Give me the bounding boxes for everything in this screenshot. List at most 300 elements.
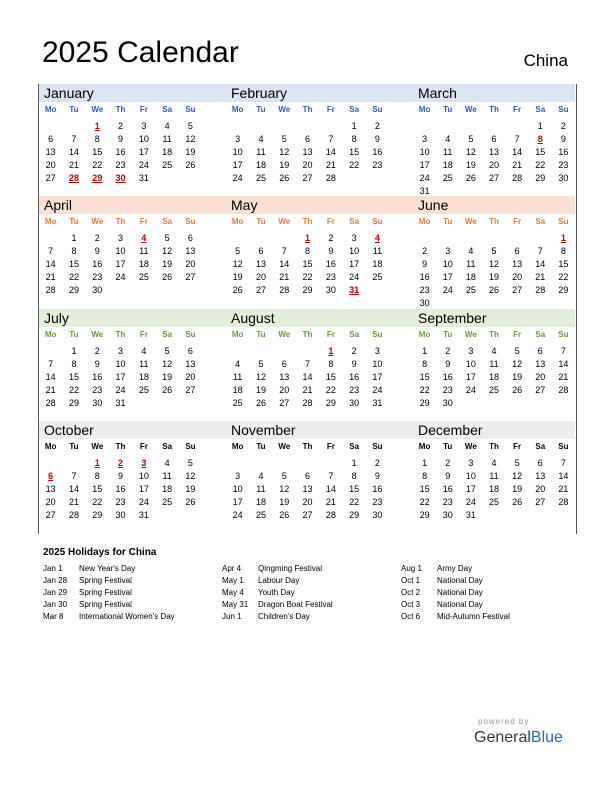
week-row xyxy=(39,284,218,297)
day-cell: 21 xyxy=(68,160,79,170)
day-cell: 11 xyxy=(232,372,243,382)
day-cell: 8 xyxy=(328,359,334,369)
day-cell: 26 xyxy=(488,285,499,295)
day-cell: 13 xyxy=(185,359,196,369)
day-cell: 4 xyxy=(491,458,497,468)
day-cell xyxy=(413,120,436,133)
day-cell xyxy=(482,509,505,522)
day-cell: 20 xyxy=(512,272,523,282)
holiday-name: New Year's Day xyxy=(79,564,136,573)
weekday-label: Su xyxy=(558,330,569,339)
day-cell: 3 xyxy=(235,134,241,144)
week-row xyxy=(226,133,405,146)
day-cell: 14 xyxy=(558,471,569,481)
weekday-label: Mo xyxy=(418,105,431,114)
holiday-date: Oct 6 xyxy=(401,612,421,621)
day-cell: 29 xyxy=(68,398,79,408)
weekday-label: Mo xyxy=(418,330,431,339)
day-cell: 28 xyxy=(535,285,546,295)
day-cell: 9 xyxy=(445,359,451,369)
weekday-header xyxy=(413,105,575,119)
day-cell: 12 xyxy=(488,259,499,269)
day-cell: 19 xyxy=(465,160,476,170)
day-cell: 18 xyxy=(255,497,266,507)
weekday-label: Fr xyxy=(513,330,522,339)
day-cell: 10 xyxy=(372,359,383,369)
day-cell: 31 xyxy=(138,510,149,520)
week-row xyxy=(39,245,218,258)
day-cell: 28 xyxy=(558,497,569,507)
day-cell: 9 xyxy=(118,471,124,481)
holiday-date: May 31 xyxy=(222,600,249,609)
month-october xyxy=(39,421,218,533)
month-name: March xyxy=(413,84,575,102)
holiday-row xyxy=(401,587,510,599)
day-cell: 6 xyxy=(258,246,264,256)
day-cell: 18 xyxy=(138,259,149,269)
weekday-header xyxy=(226,105,405,119)
day-cell: 11 xyxy=(466,259,476,269)
month-name: July xyxy=(39,309,226,327)
month-march xyxy=(413,84,575,196)
holiday-name: Youth Day xyxy=(258,588,295,597)
day-cell xyxy=(179,284,202,297)
day-cell: 29 xyxy=(325,398,336,408)
day-cell: 26 xyxy=(512,497,523,507)
powered-by-text: powered by xyxy=(478,717,530,726)
weekday-label: Tu xyxy=(69,330,79,339)
day-cell: 2 xyxy=(94,346,100,356)
holiday-day-cell: 28 xyxy=(68,173,79,183)
day-cell: 25 xyxy=(138,272,149,282)
weekday-label: Su xyxy=(372,217,383,226)
day-cell: 26 xyxy=(512,385,523,395)
day-cell: 13 xyxy=(512,259,523,269)
day-cell xyxy=(506,120,529,133)
holiday-row xyxy=(43,599,175,611)
holiday-date: Oct 3 xyxy=(401,600,421,609)
day-cell: 3 xyxy=(141,121,147,131)
holiday-row xyxy=(401,611,510,623)
day-cell: 14 xyxy=(68,484,79,494)
day-cell: 19 xyxy=(279,497,290,507)
month-name: April xyxy=(39,196,226,214)
month-name: January xyxy=(39,84,226,102)
day-cell: 24 xyxy=(232,173,243,183)
day-cell: 25 xyxy=(488,497,499,507)
day-cell: 12 xyxy=(185,471,196,481)
day-cell: 9 xyxy=(94,246,100,256)
day-cell: 5 xyxy=(258,359,264,369)
day-cell: 26 xyxy=(162,272,173,282)
holiday-date: Jan 28 xyxy=(43,576,68,585)
day-cell: 7 xyxy=(48,359,54,369)
country-label: China xyxy=(523,51,568,70)
brand-logo[interactable] xyxy=(474,729,563,747)
day-cell xyxy=(529,232,552,245)
day-cell: 12 xyxy=(162,246,173,256)
day-cell: 29 xyxy=(92,510,103,520)
day-cell: 17 xyxy=(232,160,243,170)
week-row xyxy=(39,509,218,522)
weekday-header xyxy=(413,442,575,456)
weekday-label: Su xyxy=(558,105,569,114)
day-cell xyxy=(366,172,389,185)
day-cell: 2 xyxy=(445,458,451,468)
week-row xyxy=(226,470,405,483)
holiday-name: National Day xyxy=(437,600,483,609)
weekday-label: Su xyxy=(185,330,196,339)
week-row xyxy=(413,245,575,258)
day-cell: 6 xyxy=(537,458,543,468)
day-cell: 1 xyxy=(351,458,357,468)
day-cell: 20 xyxy=(535,372,546,382)
month-name: August xyxy=(226,309,413,327)
holiday-name: Mid-Autumn Festival xyxy=(437,612,510,621)
weekday-label: Sa xyxy=(535,330,546,339)
day-cell: 19 xyxy=(185,484,196,494)
day-cell: 24 xyxy=(419,173,430,183)
day-cell: 5 xyxy=(164,346,170,356)
day-cell xyxy=(249,120,272,133)
week-row xyxy=(226,509,405,522)
day-cell: 21 xyxy=(512,160,523,170)
month-february xyxy=(226,84,405,196)
holiday-name: Spring Festival xyxy=(79,600,132,609)
day-cell: 12 xyxy=(162,359,173,369)
day-cell: 21 xyxy=(558,484,569,494)
day-cell: 24 xyxy=(115,272,126,282)
week-row xyxy=(226,384,405,397)
month-name: February xyxy=(226,84,413,102)
day-cell xyxy=(62,457,85,470)
weekday-label: Mo xyxy=(231,217,244,226)
day-cell: 25 xyxy=(255,173,266,183)
day-cell: 10 xyxy=(349,246,360,256)
day-cell: 13 xyxy=(302,484,313,494)
week-row xyxy=(39,358,218,371)
weekday-label: Mo xyxy=(418,442,431,451)
weekday-header xyxy=(39,442,218,456)
day-cell: 18 xyxy=(442,160,453,170)
day-cell xyxy=(273,345,296,358)
day-cell: 7 xyxy=(48,246,54,256)
day-cell: 21 xyxy=(68,497,79,507)
day-cell xyxy=(552,397,575,410)
holiday-name: Qingming Festival xyxy=(258,564,323,573)
day-cell: 24 xyxy=(465,497,476,507)
day-cell: 7 xyxy=(71,471,77,481)
weekday-label: We xyxy=(464,105,477,114)
day-cell xyxy=(459,232,482,245)
day-cell: 9 xyxy=(560,134,566,144)
day-cell: 12 xyxy=(232,259,243,269)
month-name: September xyxy=(413,309,575,327)
day-cell: 20 xyxy=(279,385,290,395)
week-row xyxy=(226,159,405,172)
day-cell: 2 xyxy=(422,246,428,256)
day-cell: 20 xyxy=(535,484,546,494)
weekday-label: Th xyxy=(489,217,499,226)
day-cell xyxy=(506,509,529,522)
day-cell xyxy=(155,509,178,522)
day-cell: 11 xyxy=(489,359,499,369)
day-cell: 16 xyxy=(115,484,126,494)
day-cell: 8 xyxy=(94,471,100,481)
day-cell xyxy=(319,120,342,133)
day-cell: 21 xyxy=(325,497,336,507)
day-cell: 13 xyxy=(535,471,546,481)
day-cell: 17 xyxy=(465,372,476,382)
day-cell: 4 xyxy=(445,134,451,144)
day-cell: 22 xyxy=(92,160,103,170)
week-row xyxy=(413,172,575,185)
day-cell: 19 xyxy=(162,372,173,382)
day-cell: 25 xyxy=(372,272,383,282)
weekday-label: Th xyxy=(302,330,313,339)
week-row xyxy=(39,232,218,245)
holiday-name: International Women's Day xyxy=(79,612,175,621)
day-cell: 17 xyxy=(465,484,476,494)
day-cell: 17 xyxy=(138,147,149,157)
day-cell: 13 xyxy=(302,147,313,157)
day-cell: 27 xyxy=(185,272,196,282)
day-cell: 30 xyxy=(325,285,336,295)
day-cell: 12 xyxy=(512,359,523,369)
weekday-label: Mo xyxy=(418,217,431,226)
day-cell: 15 xyxy=(349,147,360,157)
day-cell: 11 xyxy=(256,484,266,494)
day-cell: 1 xyxy=(71,346,77,356)
day-cell: 29 xyxy=(419,398,430,408)
weekday-label: Sa xyxy=(349,105,360,114)
day-cell: 15 xyxy=(535,147,546,157)
week-row xyxy=(226,172,405,185)
day-cell xyxy=(226,120,249,133)
day-cell: 26 xyxy=(279,173,290,183)
day-cell: 4 xyxy=(164,121,170,131)
day-cell: 15 xyxy=(325,372,336,382)
day-cell: 5 xyxy=(187,121,193,131)
day-cell: 27 xyxy=(488,173,499,183)
day-cell xyxy=(296,120,319,133)
weekday-label: Sa xyxy=(535,105,546,114)
day-cell: 7 xyxy=(560,458,566,468)
day-cell: 10 xyxy=(465,359,476,369)
day-cell: 30 xyxy=(92,285,103,295)
day-cell: 15 xyxy=(419,484,430,494)
day-cell: 20 xyxy=(185,259,196,269)
weekday-label: Mo xyxy=(44,217,57,226)
weekday-label: Fr xyxy=(326,217,335,226)
weekday-label: Th xyxy=(489,105,499,114)
day-cell: 31 xyxy=(115,398,126,408)
day-cell: 10 xyxy=(138,134,149,144)
holiday-row xyxy=(222,599,333,611)
weekday-label: Su xyxy=(185,442,196,451)
holiday-date: Mar 8 xyxy=(43,612,64,621)
day-cell: 15 xyxy=(68,259,79,269)
day-cell: 18 xyxy=(138,372,149,382)
weekday-label: Th xyxy=(115,442,126,451)
day-cell: 18 xyxy=(465,272,476,282)
week-row xyxy=(39,271,218,284)
week-row xyxy=(39,120,218,133)
day-cell: 23 xyxy=(349,385,360,395)
day-cell: 8 xyxy=(560,246,566,256)
weekday-label: Su xyxy=(185,105,196,114)
day-cell: 8 xyxy=(305,246,311,256)
weekday-label: Fr xyxy=(513,217,522,226)
day-cell: 3 xyxy=(118,346,124,356)
weekday-label: Th xyxy=(302,442,313,451)
day-cell: 11 xyxy=(443,147,453,157)
day-cell: 30 xyxy=(349,398,360,408)
day-cell: 27 xyxy=(535,385,546,395)
day-cell xyxy=(109,284,132,297)
week-row xyxy=(226,245,405,258)
weekday-label: We xyxy=(91,105,104,114)
weekday-label: Su xyxy=(558,442,569,451)
holiday-date: Jan 1 xyxy=(43,564,63,573)
week-row xyxy=(39,146,218,159)
day-cell xyxy=(39,345,62,358)
weekday-header xyxy=(39,105,218,119)
day-cell: 12 xyxy=(185,134,196,144)
day-cell: 2 xyxy=(351,346,357,356)
month-name: December xyxy=(413,421,575,439)
holiday-day-cell: 1 xyxy=(305,233,311,243)
day-cell xyxy=(482,397,505,410)
weekday-label: Th xyxy=(115,105,126,114)
holiday-date: Jan 30 xyxy=(43,600,68,609)
holiday-day-cell: 1 xyxy=(560,233,566,243)
day-cell: 12 xyxy=(279,484,290,494)
day-cell: 23 xyxy=(115,160,126,170)
day-cell: 4 xyxy=(164,458,170,468)
holiday-date: Aug 1 xyxy=(401,564,422,573)
day-cell: 28 xyxy=(45,398,56,408)
weekday-label: We xyxy=(278,442,291,451)
day-cell: 5 xyxy=(235,246,241,256)
day-cell: 20 xyxy=(302,160,313,170)
week-row xyxy=(413,470,575,483)
day-cell: 8 xyxy=(351,134,357,144)
week-row xyxy=(413,284,575,297)
day-cell: 31 xyxy=(419,186,430,196)
day-cell: 8 xyxy=(94,134,100,144)
weekday-label: Fr xyxy=(139,105,148,114)
day-cell: 1 xyxy=(422,458,428,468)
week-row xyxy=(413,120,575,133)
day-cell: 29 xyxy=(349,510,360,520)
weekday-label: We xyxy=(91,330,104,339)
day-cell: 11 xyxy=(489,471,499,481)
day-cell: 19 xyxy=(185,147,196,157)
day-cell: 10 xyxy=(232,147,243,157)
day-cell: 31 xyxy=(138,173,149,183)
day-cell: 26 xyxy=(255,398,266,408)
day-cell: 7 xyxy=(560,346,566,356)
day-cell xyxy=(226,345,249,358)
weekday-label: Tu xyxy=(69,217,79,226)
day-cell: 1 xyxy=(537,121,543,131)
day-cell: 6 xyxy=(305,134,311,144)
day-cell: 23 xyxy=(325,272,336,282)
day-cell: 30 xyxy=(115,510,126,520)
day-cell: 5 xyxy=(187,458,193,468)
day-cell: 20 xyxy=(45,497,56,507)
week-row xyxy=(39,496,218,509)
day-cell: 20 xyxy=(255,272,266,282)
day-cell: 10 xyxy=(419,147,430,157)
day-cell: 5 xyxy=(164,233,170,243)
month-august xyxy=(226,309,405,421)
week-row xyxy=(413,345,575,358)
holiday-name: Army Day xyxy=(437,564,473,573)
day-cell: 13 xyxy=(45,147,56,157)
holiday-row xyxy=(222,611,333,623)
month-december xyxy=(413,421,575,533)
day-cell: 8 xyxy=(71,359,77,369)
day-cell: 18 xyxy=(255,160,266,170)
day-cell: 28 xyxy=(302,398,313,408)
week-row xyxy=(226,258,405,271)
weekday-label: Fr xyxy=(513,442,522,451)
day-cell: 18 xyxy=(232,385,243,395)
day-cell: 17 xyxy=(115,372,126,382)
day-cell: 22 xyxy=(68,385,79,395)
holiday-row xyxy=(222,587,333,599)
day-cell: 17 xyxy=(349,259,360,269)
day-cell: 10 xyxy=(442,259,453,269)
day-cell: 29 xyxy=(558,285,569,295)
day-cell: 16 xyxy=(92,259,103,269)
weekday-label: Sa xyxy=(162,330,173,339)
day-cell: 2 xyxy=(445,346,451,356)
day-cell: 24 xyxy=(465,385,476,395)
day-cell: 27 xyxy=(255,285,266,295)
day-cell: 22 xyxy=(419,497,430,507)
weekday-label: Su xyxy=(372,442,383,451)
day-cell: 27 xyxy=(302,173,313,183)
day-cell: 14 xyxy=(512,147,523,157)
day-cell: 4 xyxy=(258,471,264,481)
day-cell: 24 xyxy=(115,385,126,395)
day-cell xyxy=(482,120,505,133)
day-cell: 28 xyxy=(45,285,56,295)
week-row xyxy=(413,496,575,509)
day-cell: 17 xyxy=(138,484,149,494)
day-cell: 7 xyxy=(514,134,520,144)
day-cell: 21 xyxy=(325,160,336,170)
weekday-label: We xyxy=(278,330,291,339)
day-cell: 28 xyxy=(279,285,290,295)
day-cell: 24 xyxy=(138,160,149,170)
day-cell xyxy=(506,232,529,245)
week-row xyxy=(226,345,405,358)
month-september xyxy=(413,309,575,421)
week-row xyxy=(39,371,218,384)
day-cell: 12 xyxy=(279,147,290,157)
day-cell xyxy=(413,232,436,245)
weekday-label: Tu xyxy=(256,330,266,339)
day-cell: 28 xyxy=(512,173,523,183)
day-cell: 24 xyxy=(349,272,360,282)
holiday-day-cell: 29 xyxy=(92,173,103,183)
month-june xyxy=(413,196,575,308)
weekday-label: Mo xyxy=(231,105,244,114)
